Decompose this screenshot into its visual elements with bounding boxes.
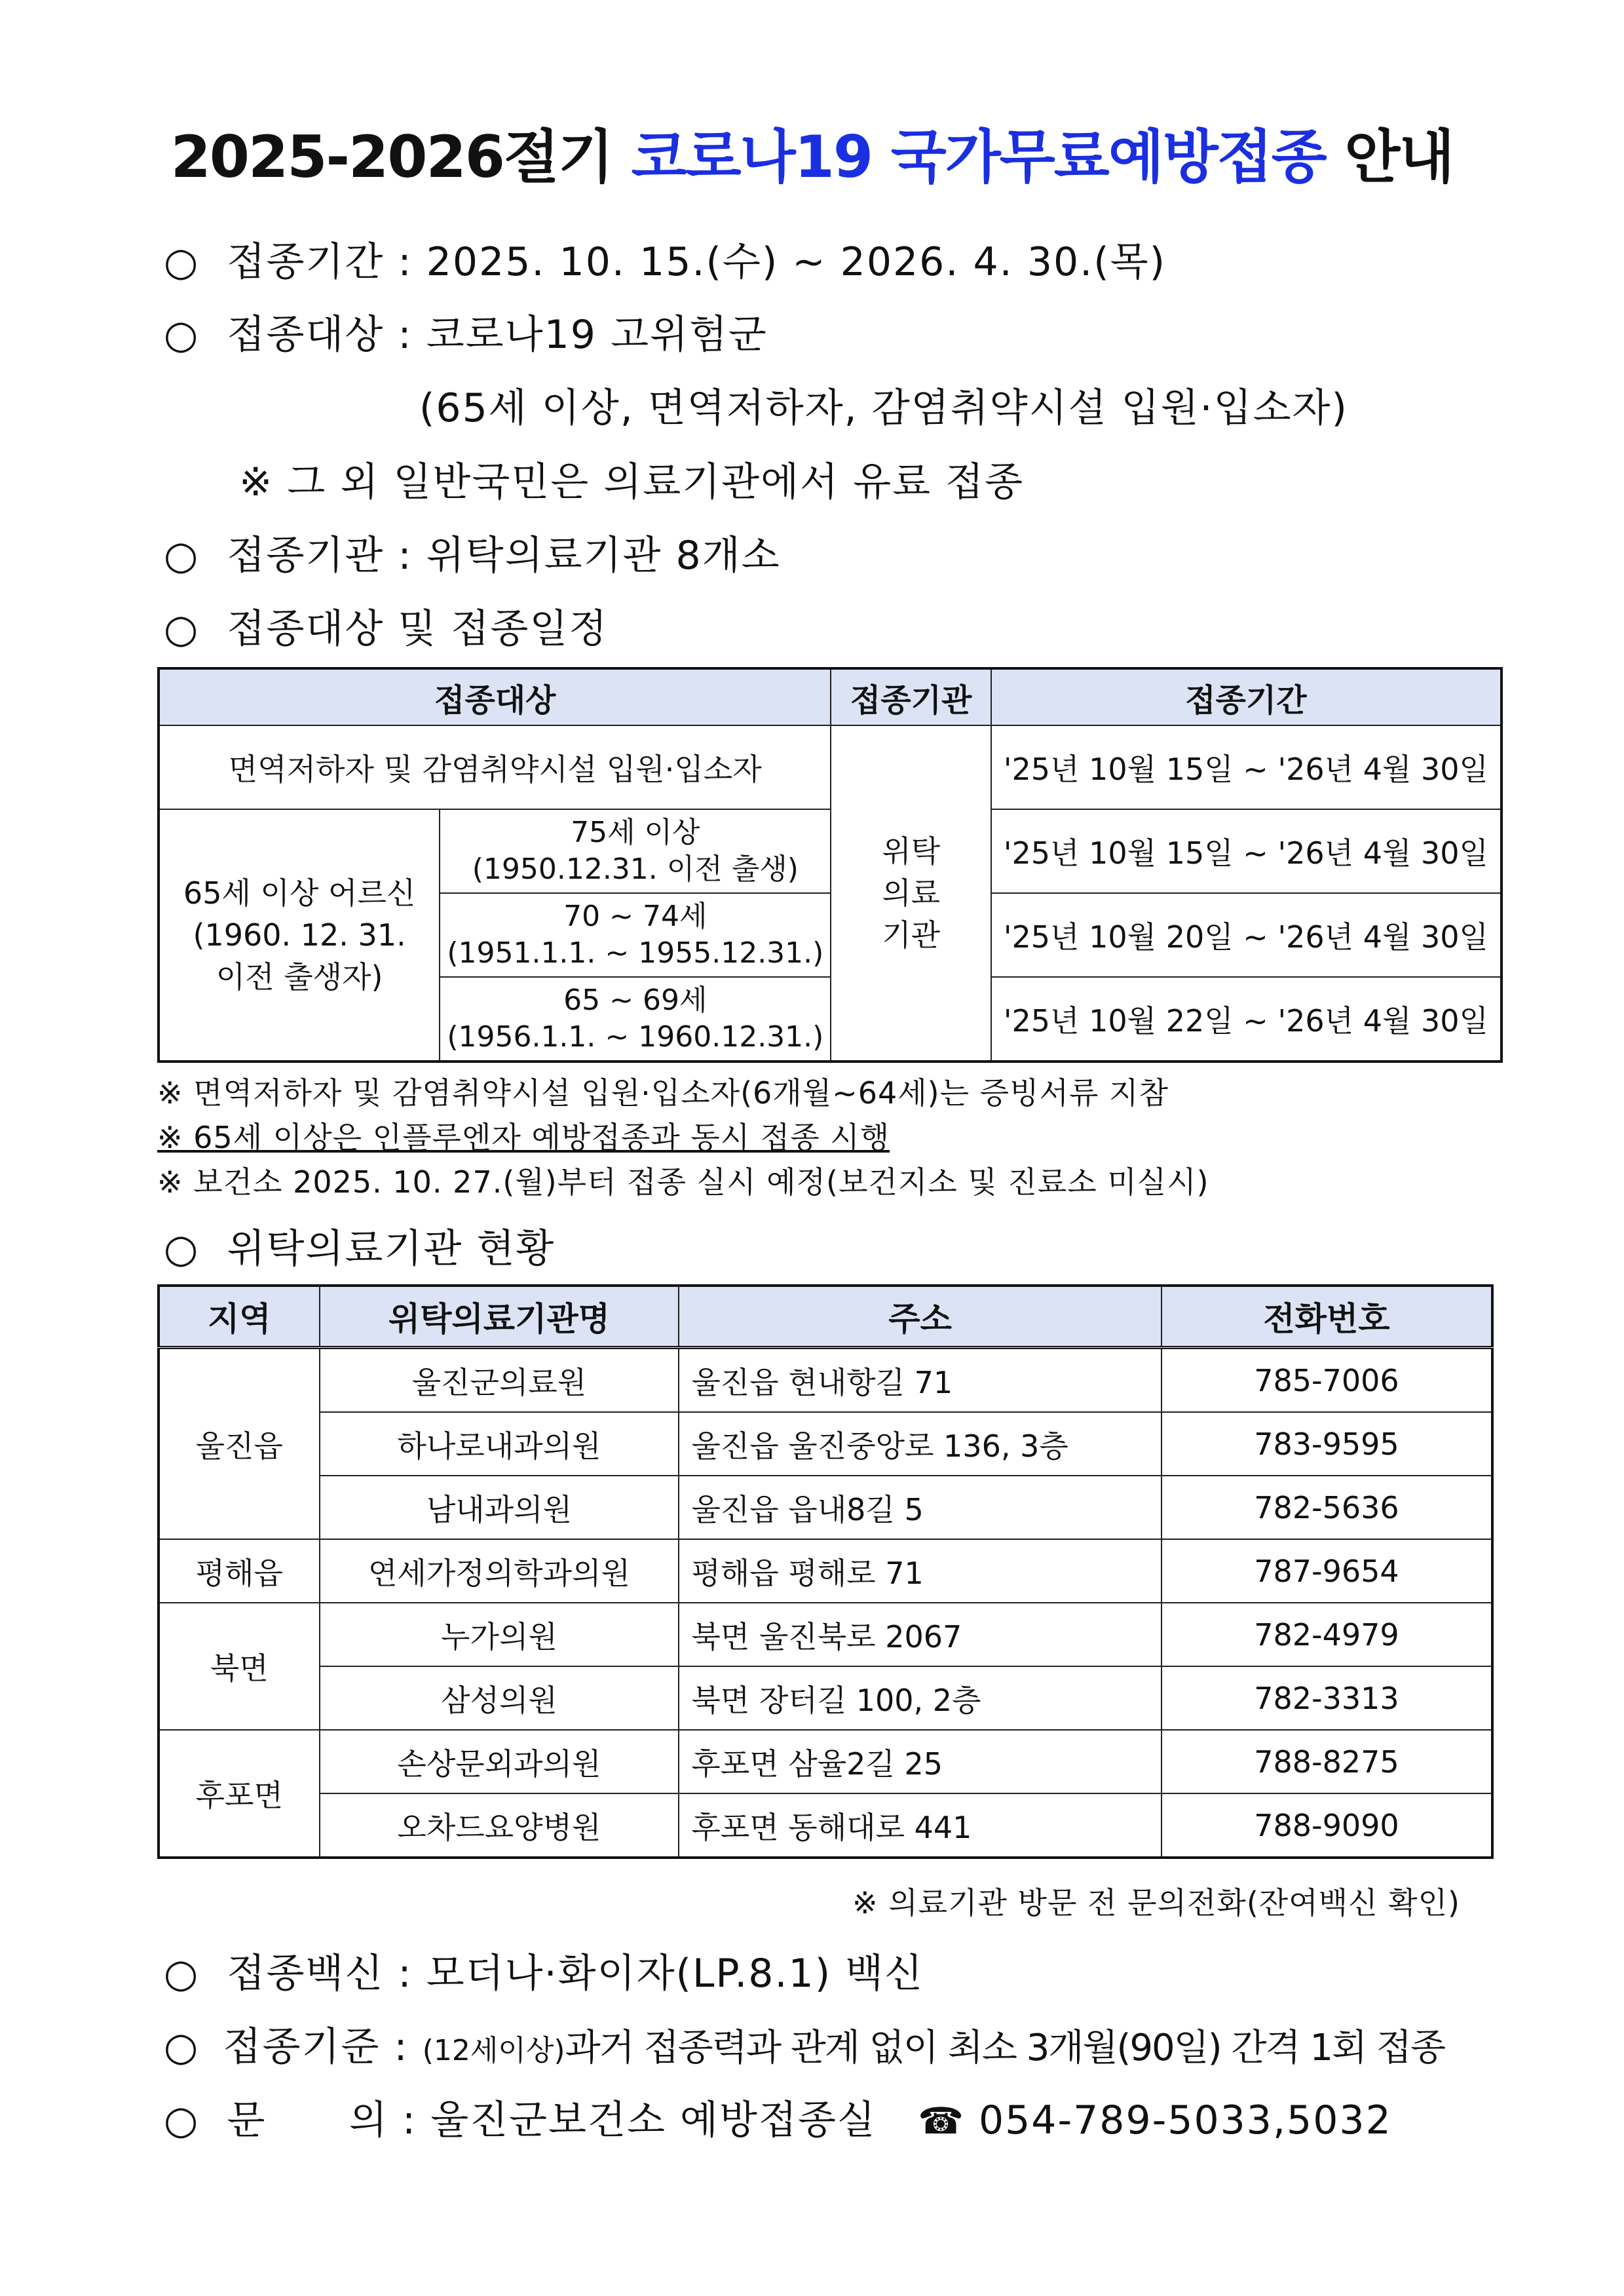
clinic-phone: 787-9654 <box>1161 1539 1492 1603</box>
bullet: ○ <box>164 312 200 358</box>
sub-group-cell: 65 ~ 69세 (1956.1.1. ~ 1960.12.31.) <box>440 977 831 1062</box>
contact-label: 문 의 : 울진군보건소 예방접종실 <box>227 2097 877 2143</box>
title-part2: 안내 <box>1325 123 1454 191</box>
note-2: ※ 65세 이상은 인플루엔자 예방접종과 동시 접종 시행 <box>157 1120 890 1155</box>
clinic-phone: 782-5636 <box>1161 1476 1492 1539</box>
table-row <box>159 1730 1492 1793</box>
clinic-address: 울진읍 울진중앙로 136, 3층 <box>679 1412 1161 1476</box>
header-period: 접종기간 <box>991 668 1501 725</box>
header-region: 지역 <box>159 1286 320 1348</box>
bullet: ○ <box>164 2024 198 2070</box>
table-row <box>159 1793 1492 1858</box>
region-cell: 평해읍 <box>159 1539 320 1603</box>
institution-text: 접종기관 : 위탁의료기관 8개소 <box>227 533 781 579</box>
header-institution: 접종기관 <box>831 668 991 725</box>
criteria-line <box>164 2016 1445 2072</box>
header-target: 접종대상 <box>159 668 831 725</box>
clinic-address: 북면 울진북로 2067 <box>679 1603 1161 1666</box>
clinic-address: 후포면 동해대로 441 <box>679 1793 1161 1858</box>
target-note: ※ 그 외 일반국민은 의료기관에서 유료 접종 <box>239 459 1025 505</box>
clinic-address: 울진읍 현내항길 71 <box>679 1348 1161 1413</box>
target-detail: (65세 이상, 면역저하자, 감염취약시설 입원·입소자) <box>419 385 1348 431</box>
region-cell: 울진읍 <box>159 1348 320 1540</box>
header-address: 주소 <box>679 1286 1161 1348</box>
clinics-heading-line <box>164 1217 555 1274</box>
schedule-heading-line <box>164 598 608 654</box>
region-cell: 북면 <box>159 1603 320 1730</box>
criteria-small: (12세이상) <box>422 2034 565 2067</box>
sub-group-cell: 75세 이상 (1950.12.31. 이전 출생) <box>440 809 831 893</box>
clinics-heading: 위탁의료기관 현황 <box>227 1226 556 1272</box>
clinics-footer-note: ※ 의료기관 방문 전 문의전화(잔여백신 확인) <box>852 1885 1460 1921</box>
senior-group-cell: 65세 이상 어르신 (1960. 12. 31. 이전 출생자) <box>159 809 440 1062</box>
schedule-heading: 접종대상 및 접종일정 <box>227 606 609 652</box>
schedule-table <box>157 667 1503 1063</box>
vaccine-text: 접종백신 : 모더나·화이자(LP.8.1) 백신 <box>227 1951 924 1997</box>
header-phone: 전화번호 <box>1161 1286 1492 1348</box>
table-row <box>159 1666 1492 1730</box>
clinic-phone: 783-9595 <box>1161 1412 1492 1476</box>
table-row <box>159 1412 1492 1476</box>
clinic-phone: 788-9090 <box>1161 1793 1492 1858</box>
clinic-name: 삼성의원 <box>320 1666 679 1730</box>
page-title <box>0 111 1624 194</box>
target-text: 접종대상 : 코로나19 고위험군 <box>227 312 768 358</box>
clinic-address: 후포면 삼율2길 25 <box>679 1730 1161 1793</box>
period-cell: '25년 10월 20일 ~ '26년 4월 30일 <box>991 893 1501 977</box>
clinic-address: 울진읍 읍내8길 5 <box>679 1476 1161 1539</box>
clinic-name: 하나로내과의원 <box>320 1412 679 1476</box>
period-text: 접종기간 : 2025. 10. 15.(수) ~ 2026. 4. 30.(목) <box>227 239 1167 285</box>
clinic-phone: 785-7006 <box>1161 1348 1492 1413</box>
clinic-name: 누가의원 <box>320 1603 679 1666</box>
clinic-address: 북면 장터길 100, 2층 <box>679 1666 1161 1730</box>
institution-cell: 위탁 의료 기관 <box>831 725 991 1062</box>
table-row <box>159 1603 1492 1666</box>
bullet: ○ <box>164 1951 200 1997</box>
clinic-name: 오차드요양병원 <box>320 1793 679 1858</box>
criteria-label: 접종기준 : <box>223 2024 423 2070</box>
contact-phone: 054-789-5033,5032 <box>978 2097 1392 2143</box>
institution-line <box>164 524 781 581</box>
bullet: ○ <box>164 239 200 285</box>
table-row <box>159 1476 1492 1539</box>
region-cell: 후포면 <box>159 1730 320 1858</box>
contact-line <box>164 2089 1392 2145</box>
target-line <box>164 303 768 360</box>
sub-group-cell: 70 ~ 74세 (1951.1.1. ~ 1955.12.31.) <box>440 893 831 977</box>
criteria-main: 과거 접종력과 관계 없이 최소 3개월(90일) 간격 1회 접종 <box>565 2027 1445 2069</box>
period-line <box>164 231 1166 287</box>
clinic-name: 연세가정의학과의원 <box>320 1539 679 1603</box>
period-cell: '25년 10월 15일 ~ '26년 4월 30일 <box>991 725 1501 809</box>
bullet: ○ <box>164 606 200 652</box>
vaccine-line <box>164 1942 924 1999</box>
title-part1: 2025-2026절기 <box>170 123 632 191</box>
table-row <box>159 1348 1492 1413</box>
bullet: ○ <box>164 1226 200 1272</box>
clinic-name: 남내과의원 <box>320 1476 679 1539</box>
row1-target: 면역저하자 및 감염취약시설 입원·입소자 <box>159 725 831 809</box>
note-1: ※ 면역저하자 및 감염취약시설 입원·입소자(6개월~64세)는 증빙서류 지참 <box>157 1075 1169 1111</box>
clinic-phone: 782-3313 <box>1161 1666 1492 1730</box>
clinic-name: 울진군의료원 <box>320 1348 679 1413</box>
header-clinic-name: 위탁의료기관명 <box>320 1286 679 1348</box>
note-3: ※ 보건소 2025. 10. 27.(월)부터 접종 실시 예정(보건지소 및 진료소 미실시) <box>157 1164 1209 1200</box>
bullet: ○ <box>164 2097 200 2143</box>
clinic-phone: 788-8275 <box>1161 1730 1492 1793</box>
period-cell: '25년 10월 15일 ~ '26년 4월 30일 <box>991 809 1501 893</box>
clinic-phone: 782-4979 <box>1161 1603 1492 1666</box>
clinic-address: 평해읍 평해로 71 <box>679 1539 1161 1603</box>
clinics-table <box>157 1284 1494 1859</box>
table-row <box>159 1539 1492 1603</box>
clinic-name: 손상문외과의원 <box>320 1730 679 1793</box>
period-cell: '25년 10월 22일 ~ '26년 4월 30일 <box>991 977 1501 1062</box>
phone-icon: ☎ <box>918 2100 965 2143</box>
bullet: ○ <box>164 533 200 579</box>
title-highlight: 코로나19 국가무료예방접종 <box>631 123 1326 191</box>
